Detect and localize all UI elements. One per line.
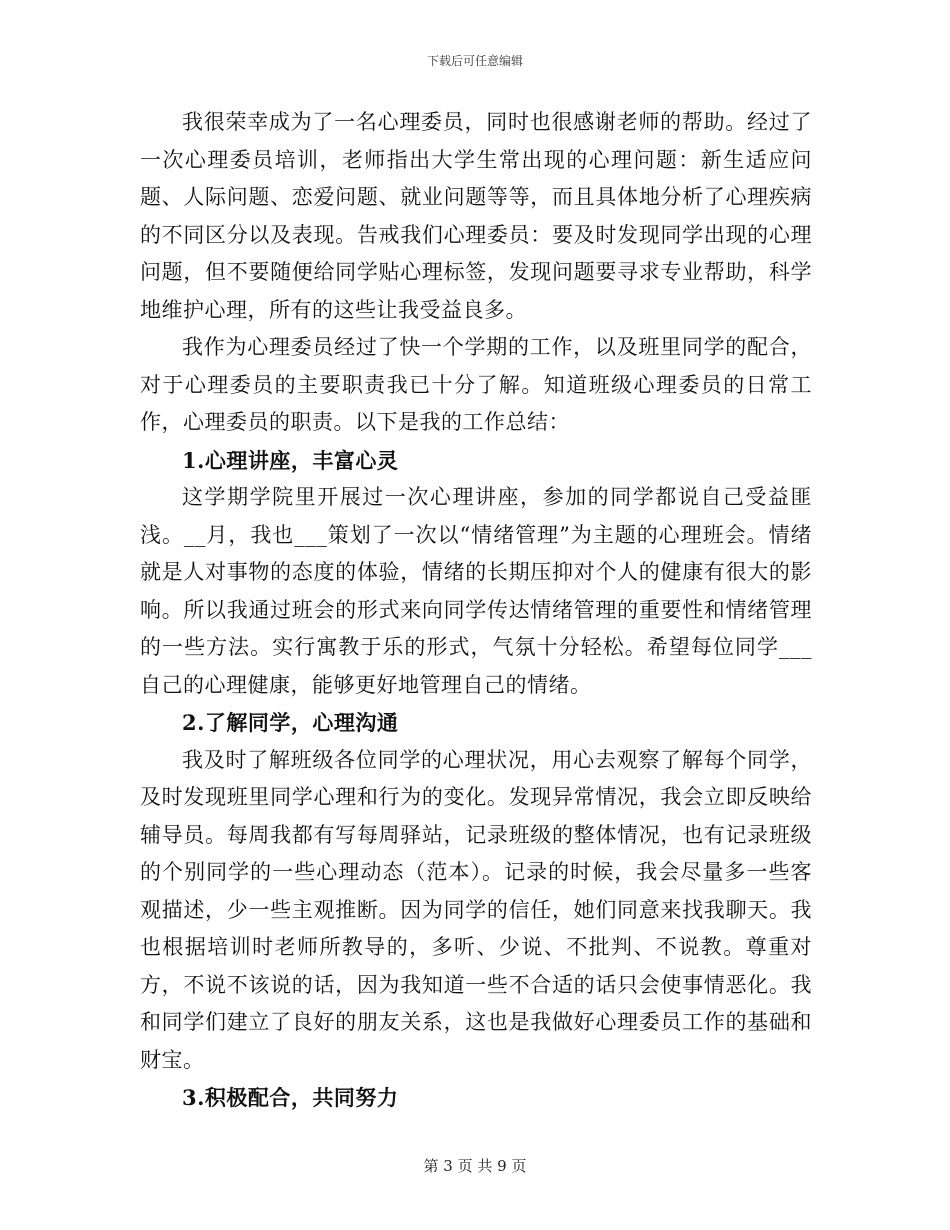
page-header: 下载后可任意编辑 xyxy=(426,54,523,68)
document-body xyxy=(140,104,812,1117)
paragraph-3: 这学期学院里开展过一次心理讲座，参加的同学都说自己受益匪浅。__月，我也___策划了一次以“情绪管理”为主题的心理班会。情绪就是人对事物的态度的体验，情绪的长期压抑对个人的健康有很大的影响。所以我通过班会的形式来向同学传达情绪管理的重要性和情绪管理的一些方法。实行寓教于乐的形式，气氛十分轻松。希望每位同学___自己的心理健康，能够更好地管理自己的情绪。 xyxy=(140,485,812,697)
section-heading-3: 3.积极配合，共同努力 xyxy=(182,1085,399,1110)
section-heading-1: 1.心理讲座，丰富心灵 xyxy=(182,447,399,473)
paragraph-1: 我很荣幸成为了一名心理委员，同时也很感谢老师的帮助。经过了一次心理委员培训，老师指出大学生常出现的心理问题：新生适应问题、人际问题、恋爱问题、就业问题等等，而且具体地分析了心理疾病的不同区分以及表现。告戒我们心理委员：要及时发现同学出现的心理问题，但不要随便给同学贴心理标签，发现问题要寻求专业帮助，科学地维护心理，所有的这些让我受益良多。 xyxy=(140,110,812,322)
paragraph-2: 我作为心理委员经过了快一个学期的工作，以及班里同学的配合，对于心理委员的主要职责我已十分了解。知道班级心理委员的日常工作，心理委员的职责。以下是我的工作总结： xyxy=(140,335,812,434)
section-heading-2: 2.了解同学，心理沟通 xyxy=(182,710,399,735)
page-number: 第 3 页 共 9 页 xyxy=(423,1157,527,1175)
paragraph-4: 我及时了解班级各位同学的心理状况，用心去观察了解每个同学，及时发现班里同学心理和行为的变化。发现异常情况，我会立即反映给辅导员。每周我都有写每周驿站，记录班级的整体情况，也有记录班级的个别同学的一些心理动态（范本）。记录的时候，我会尽量多一些客观描述，少一些主观推断。因为同学的信任，她们同意来找我聊天。我也根据培训时老师所教导的，多听、少说、不批判、不说教。尊重对方，不说不该说的话，因为我知道一些不合适的话只会使事情恶化。我和同学们建立了良好的朋友关系，这也是我做好心理委员工作的基础和财宝。 xyxy=(140,747,812,1072)
